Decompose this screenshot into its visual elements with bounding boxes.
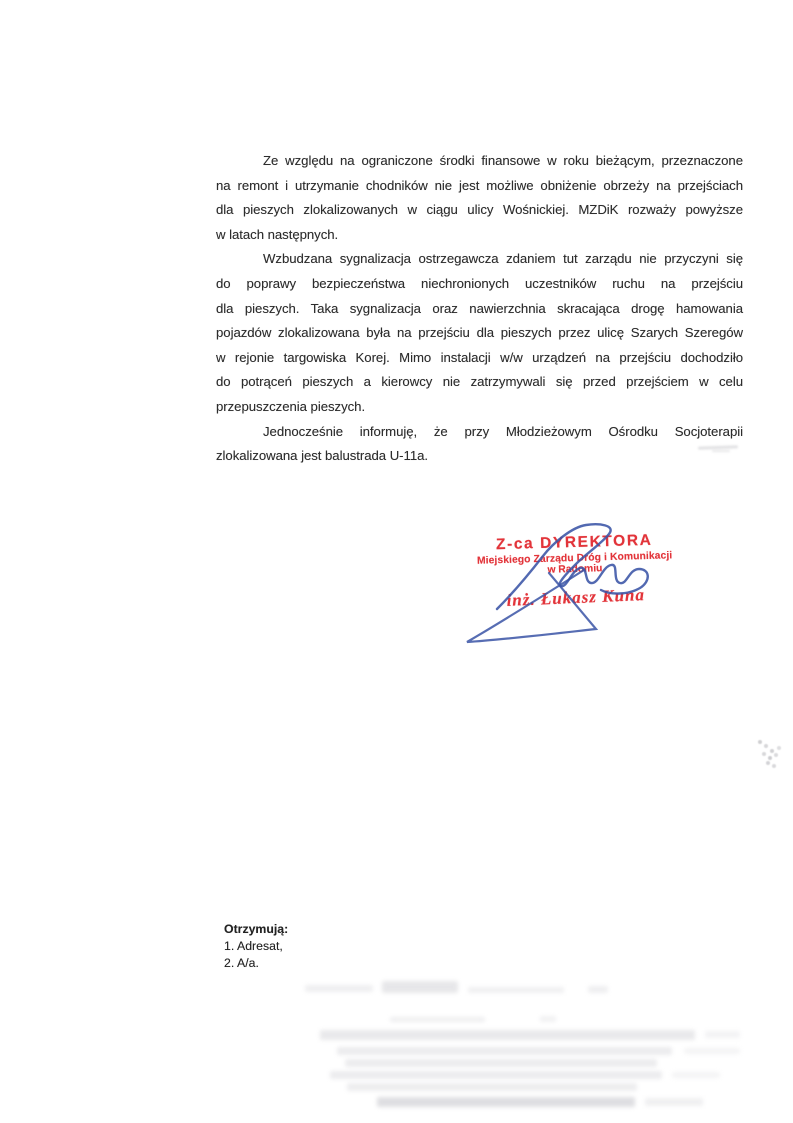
bleed-through-mark: [345, 1059, 657, 1067]
body-text-line: dla pieszych zlokalizowanych w ciągu ulicy Wośnickiej. MZDiK rozważy powyższe: [216, 202, 743, 218]
body-text-line: dla pieszych. Taka sygnalizacja oraz nawierzchnia skracająca drogę hamowania: [216, 300, 743, 316]
bleed-through-mark: [645, 1098, 703, 1106]
body-text-line: przepuszczenia pieszych.: [216, 398, 366, 414]
bleed-through-mark: [390, 1017, 485, 1022]
bleed-through-mark: [588, 986, 608, 993]
body-text-line: zlokalizowana jest balustrada U-11a.: [216, 448, 429, 464]
bleed-through-mark: [330, 1071, 662, 1079]
bleed-through-mark: [382, 981, 458, 993]
signature-flourish: [467, 570, 596, 642]
bleed-through-mark: [337, 1047, 672, 1055]
distribution-heading: Otrzymują:: [224, 922, 289, 936]
body-text-line: Ze względu na ograniczone środki finansowe w roku bieżącym, przeznaczone: [263, 153, 743, 168]
body-text-line: do poprawy bezpieczeństwa niechronionych uczestników ruchu na przejściu: [216, 275, 743, 291]
body-text-line: Jednocześnie informuję, że przy Młodzieżowym Ośrodku Socjoterapii: [263, 423, 743, 439]
bleed-through-mark: [672, 1072, 720, 1078]
distribution-list: [224, 921, 288, 972]
bleed-through-mark: [468, 987, 564, 993]
body-text-line: do potrąceń pieszych a kierowcy nie zatrzymywali się przed przejściem w celu: [216, 374, 743, 390]
stamp-organization: Miejskiego Zarządu Dróg i Komunikacji: [476, 550, 673, 567]
signature-loops: [497, 524, 648, 609]
pencil-smudge: [712, 450, 730, 452]
stamp-city: w Radomiu: [547, 563, 603, 576]
body-text-line: w rejonie targowiska Korej. Mimo instalacji w/w urządzeń na przejściu dochodziło: [216, 349, 743, 365]
body-text-line: Wzbudzana sygnalizacja ostrzegawcza zdaniem tut zarządu nie przyczyni się: [263, 251, 743, 267]
body-text-line: pojazdów zlokalizowana była na przejściu dla pieszych przez ulicę Szarych Szeregów: [216, 325, 743, 341]
bleed-through-mark: [305, 985, 373, 992]
bleed-through-mark: [705, 1031, 740, 1038]
stamp-title: Z-ca DYREKTORA: [495, 531, 653, 554]
letter-body: [216, 149, 743, 469]
bleed-through-mark: [377, 1097, 635, 1107]
bleed-through-mark: [347, 1083, 637, 1091]
bleed-through-mark: [320, 1030, 695, 1040]
body-text-line: w latach następnych.: [216, 226, 339, 242]
distribution-item: 1. Adresat,: [224, 939, 283, 953]
bleed-through-mark: [684, 1048, 740, 1054]
scan-speckle: [758, 740, 762, 744]
signature-scribble: [450, 515, 670, 655]
bleed-through-mark: [540, 1016, 556, 1022]
stamp-signer-name: inż. Łukasz Kuna: [506, 585, 646, 610]
distribution-item: 2. A/a.: [224, 956, 259, 970]
body-text-line: na remont i utrzymanie chodników nie jest możliwe obniżenie obrzeży na przejściach: [216, 177, 743, 193]
